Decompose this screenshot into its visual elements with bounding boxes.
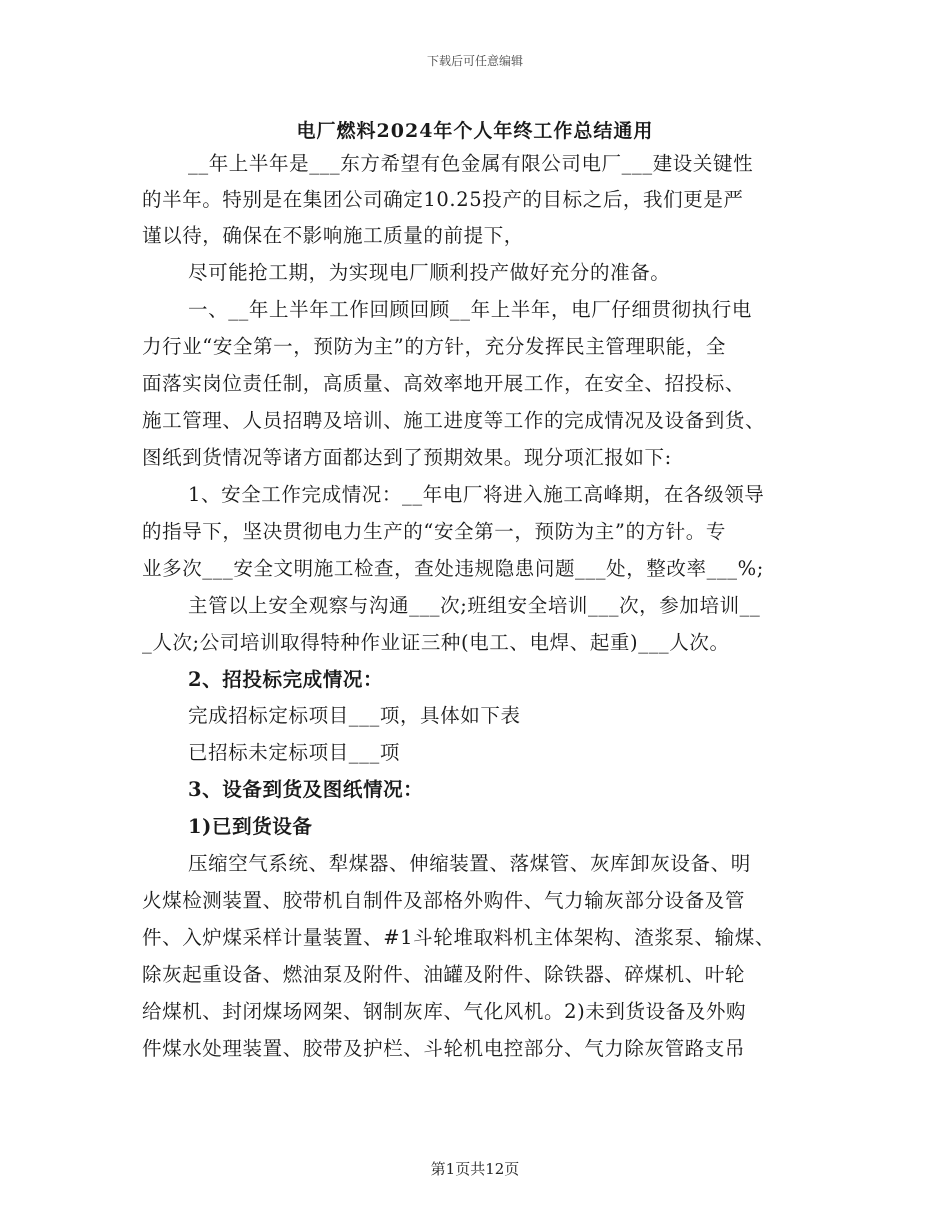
paragraph-line: _人次;公司培训取得特种作业证三种(电工、电焊、起重)___人次。	[142, 631, 730, 654]
section-heading: 2、招投标完成情况：	[188, 668, 384, 691]
paragraph-line: 一、__年上半年工作回顾回顾__年上半年，电厂仔细贯彻执行电	[188, 298, 753, 321]
paragraph-line: 1、安全工作完成情况：__年电厂将进入施工高峰期，在各级领导	[188, 483, 765, 506]
paragraph-line: 图纸到货情况等诸方面都达到了预期效果。现分项汇报如下:	[142, 446, 672, 469]
paragraph-line: 除灰起重设备、燃油泵及附件、油罐及附件、除铁器、碎煤机、叶轮	[142, 963, 746, 986]
paragraph-line: 尽可能抢工期，为实现电厂顺利投产做好充分的准备。	[188, 261, 671, 284]
paragraph-line: 的指导下，坚决贯彻电力生产的“安全第一，预防为主”的方针。专	[142, 520, 726, 543]
paragraph-line: 件煤水处理装置、胶带及护栏、斗轮机电控部分、气力除灰管路支吊	[142, 1037, 746, 1060]
paragraph-line: 给煤机、封闭煤场网架、钢制灰库、气化风机。2)未到货设备及外购	[142, 1000, 747, 1023]
paragraph-line: 施工管理、人员招聘及培训、施工进度等工作的完成情况及设备到货、	[142, 409, 766, 432]
section-heading: 3、设备到货及图纸情况：	[188, 778, 424, 801]
paragraph-line: 火煤检测装置、胶带机自制件及部格外购件、气力输灰部分设备及管	[142, 889, 746, 912]
paragraph-line: 谨以待，确保在不影响施工质量的前提下，	[142, 224, 524, 247]
page-header-note: 下载后可任意编辑	[426, 54, 523, 68]
paragraph-line: __年上半年是___东方希望有色金属有限公司电厂___建设关键性	[188, 152, 754, 175]
paragraph-line: 力行业“安全第一，预防为主”的方针，充分发挥民主管理职能，全	[142, 335, 726, 358]
paragraph-line: 完成招标定标项目___项，具体如下表	[188, 704, 521, 727]
document-title: 电厂燃料2024年个人年终工作总结通用	[296, 120, 654, 142]
paragraph-line: 业多次___安全文明施工检查，查处违规隐患问题___处，整改率___%;	[142, 557, 764, 580]
paragraph-line: 件、入炉煤采样计量装置、#1斗轮堆取料机主体架构、渣浆泵、输煤、	[142, 926, 775, 949]
paragraph-line: 面落实岗位责任制，高质量、高效率地开展工作，在安全、招投标、	[142, 372, 746, 395]
paragraph-line: 已招标未定标项目___项	[188, 741, 400, 764]
subsection-heading: 1)已到货设备	[188, 815, 313, 838]
paragraph-line: 的半年。特别是在集团公司确定10.25投产的目标之后，我们更是严	[142, 188, 744, 211]
page-number-footer: 第1页共12页	[430, 1160, 520, 1178]
paragraph-line: 压缩空气系统、犁煤器、伸缩装置、落煤管、灰库卸灰设备、明	[188, 852, 751, 875]
paragraph-line: 主管以上安全观察与沟通___次;班组安全培训___次，参加培训__	[188, 594, 761, 617]
